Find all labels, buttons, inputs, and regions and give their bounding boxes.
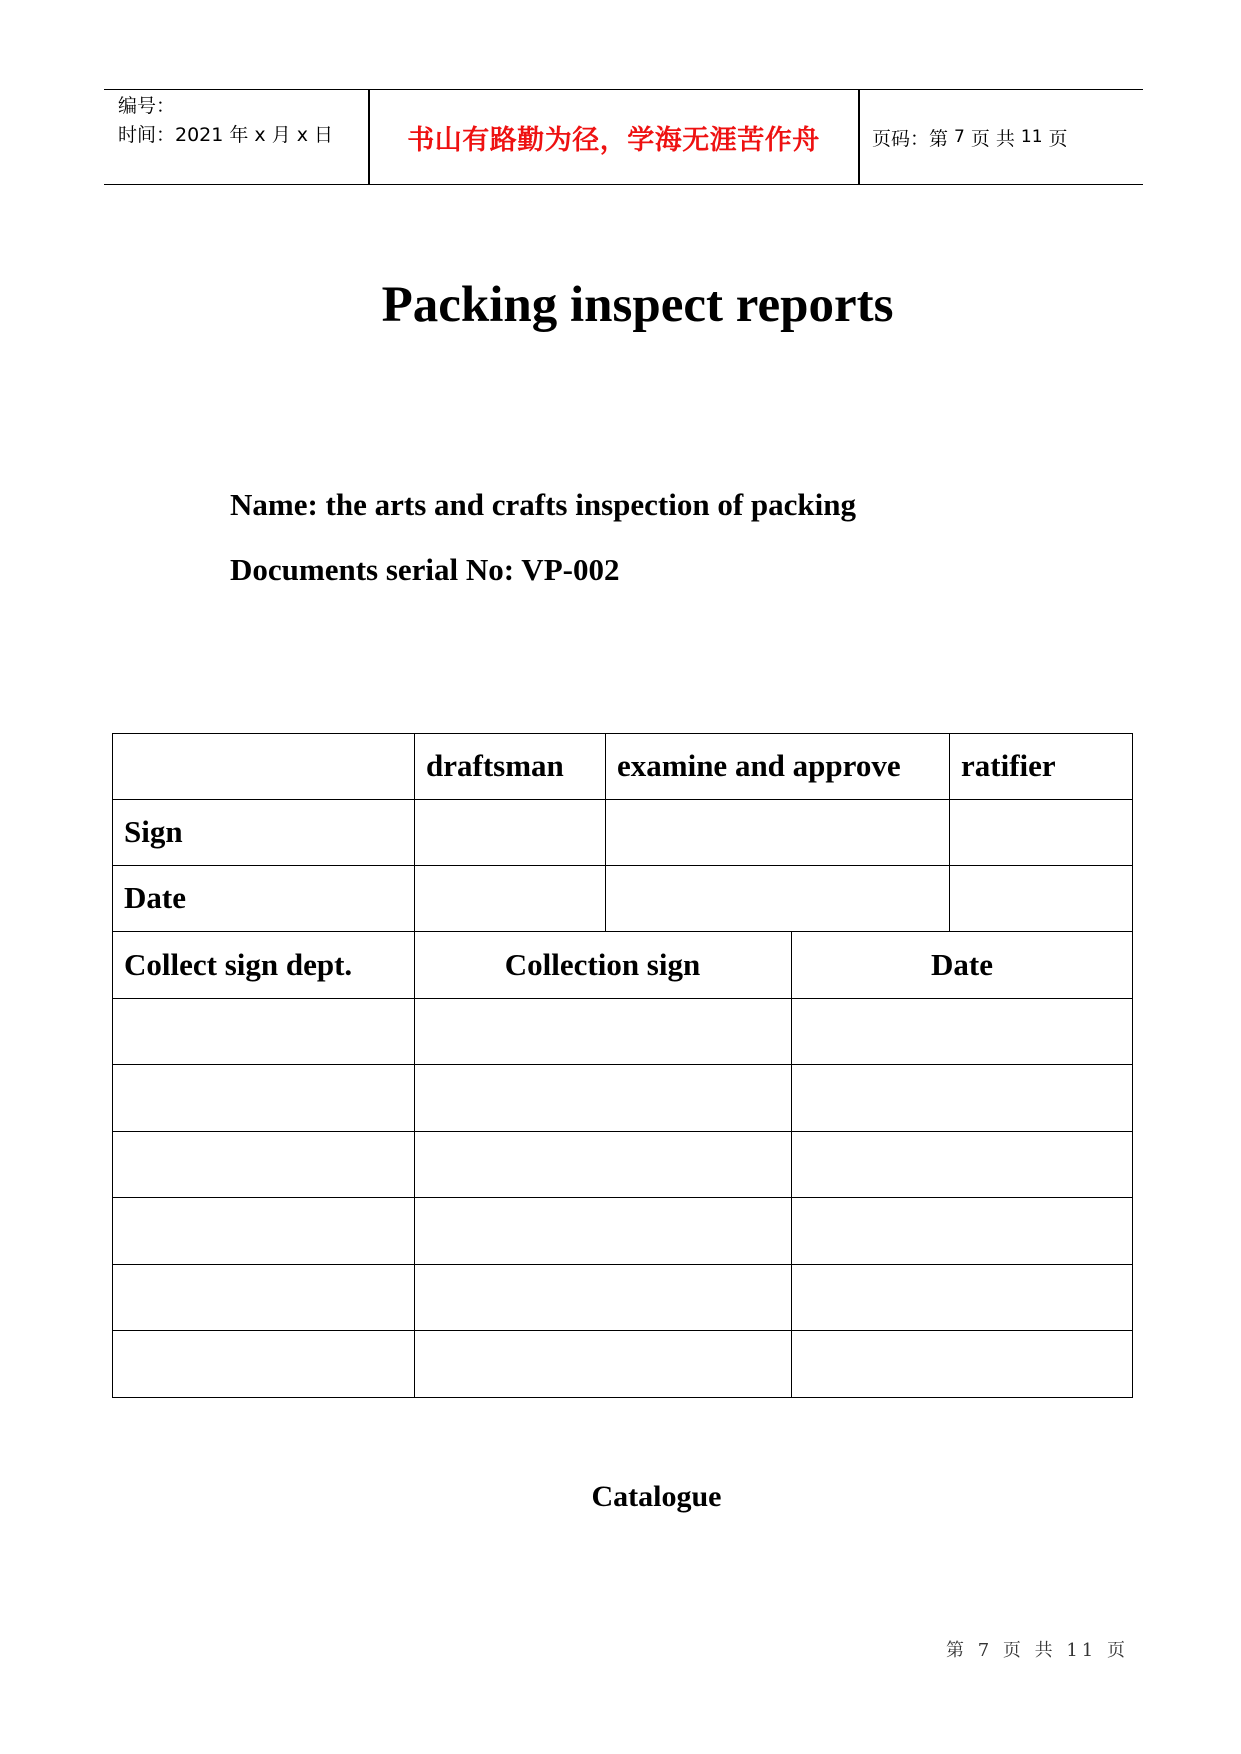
table-line <box>112 1197 1133 1198</box>
page-prefix: 页码：第 <box>872 127 949 150</box>
document-serial: Documents serial No: VP-002 <box>230 552 620 587</box>
page-mid: 页 共 <box>970 127 1015 150</box>
page-footer: 第 7 页 共 11 页 <box>946 1640 1129 1661</box>
approval-table <box>112 733 1133 1398</box>
page-header <box>104 89 1143 185</box>
row-label-sign: Sign <box>124 814 183 849</box>
header-page-info <box>872 90 1068 184</box>
table-line <box>112 998 1133 999</box>
column-header-date: Date <box>931 946 993 982</box>
row-label-date: Date <box>124 880 186 915</box>
column-header-collect-dept: Collect sign dept. <box>124 946 353 982</box>
table-line <box>112 1264 1133 1265</box>
table-line <box>605 733 606 932</box>
header-divider <box>858 90 860 184</box>
page-suffix: 页 <box>1048 127 1068 150</box>
table-line <box>112 1397 1133 1398</box>
document-name: Name: the arts and crafts inspection of packing <box>230 487 856 522</box>
table-line <box>112 1064 1133 1065</box>
time-label: 时间：2021 年 x 月 x 日 <box>118 124 334 146</box>
table-line <box>112 865 1133 866</box>
column-header-collection-sign: Collection sign <box>504 946 701 982</box>
header-meta <box>118 92 333 150</box>
table-line <box>791 931 792 1398</box>
catalogue-heading: Catalogue <box>591 1480 722 1513</box>
table-line <box>949 733 950 932</box>
table-line <box>112 1131 1133 1132</box>
table-line <box>112 799 1133 800</box>
header-motto: 书山有路勤为径，学海无涯苦作舟 <box>407 124 820 156</box>
page-current: 7 <box>954 127 965 147</box>
table-line <box>112 1330 1133 1331</box>
table-line <box>414 733 415 1398</box>
document-title: Packing inspect reports <box>381 277 894 333</box>
serial-label: 编号： <box>118 95 176 117</box>
column-header-ratifier: ratifier <box>961 748 1056 783</box>
table-line <box>1132 733 1133 1398</box>
column-header-examine: examine and approve <box>617 748 901 783</box>
page-total: 11 <box>1020 127 1043 147</box>
table-line <box>112 733 113 1398</box>
column-header-draftsman: draftsman <box>426 748 564 783</box>
